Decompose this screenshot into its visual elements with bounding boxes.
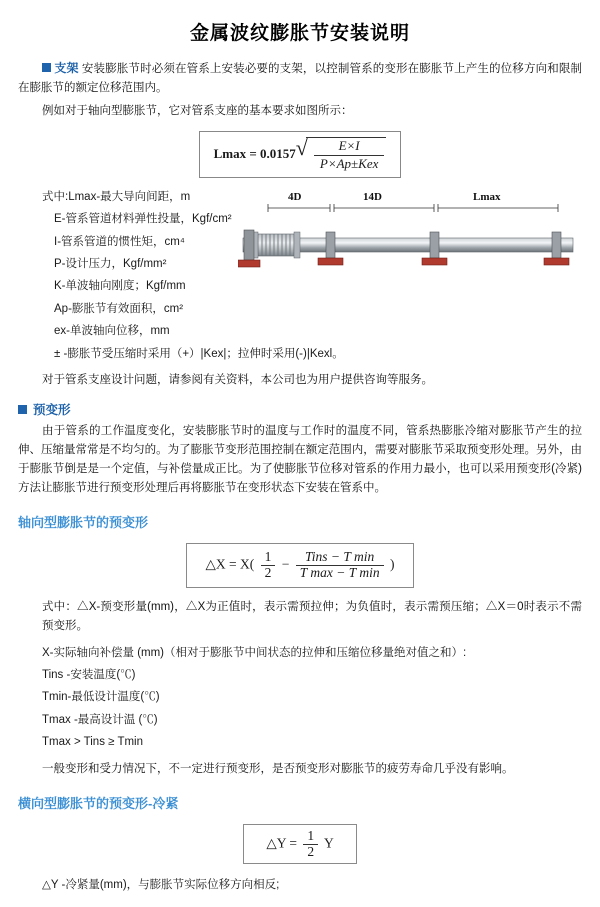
formula-lmax-container bbox=[18, 131, 582, 178]
diagram-label-lmax: Lmax bbox=[473, 191, 501, 203]
transverse-formula-container bbox=[18, 824, 582, 865]
axial-formula-rhs: ) bbox=[390, 556, 395, 572]
predeform-paragraph: 由于管系的工作温度变化，安装膨胀节时的温度与工作时的温度不同，管系热膨胀冷缩对膨胀节产生的拉伸、压缩量常常是不均匀的。为了膨胀节变形范围控制在额定范围内，需要对膨胀节采取预变形处理。另外，由于膨胀节倒是是一个定值，与补偿量成正比。为了使膨胀节位移对管系的作用力最小，也可以采用预变形(冷紧)方法让膨胀节进行预变形处理后再将膨胀节在变形状态下安装在管系中。 bbox=[18, 425, 582, 495]
transverse-formula-rhs: Y bbox=[323, 835, 334, 851]
definition-item: ± -膨胀节受压缩时采用（+）|Kex|；拉伸时采用(-)|Kexl。 bbox=[54, 347, 344, 360]
transverse-formula-half: $\frac{1}{2}$ bbox=[303, 829, 318, 860]
axial-term: Tmax > Tins ≥ Tmin bbox=[42, 736, 143, 749]
axial-term: Tins -安装温度(℃) bbox=[42, 669, 136, 682]
diagram-label-4d: 4D bbox=[288, 191, 302, 203]
diagram-label-14d: 14D bbox=[363, 191, 382, 203]
definition-item: 式中:Lmax-最大导向间距，m bbox=[42, 190, 191, 203]
axial-term: Tmax -最高设计温 (℃) bbox=[42, 713, 158, 726]
radical-icon: √ bbox=[295, 134, 308, 160]
pipe-support-diagram bbox=[238, 186, 578, 296]
axial-formula-explanation: 式中：△X-预变形量(mm)，△X为正值时，表示需预拉伸；为负值时，表示需预压缩；△X＝0时表示不需预变形。 bbox=[42, 600, 582, 632]
formula-lmax-sqrt bbox=[295, 134, 387, 172]
bracket-section-paragraph-1 bbox=[18, 59, 582, 98]
definition-item: P-设计压力，Kgf/mm² bbox=[54, 258, 167, 271]
predeform-heading bbox=[18, 400, 582, 418]
formula-lmax-label: Lmax = 0.0157 bbox=[213, 146, 296, 162]
formula-lmax-denominator: P×Ap±Kex bbox=[314, 155, 385, 172]
definition-item: Ap-膨胀节有效面积，cm² bbox=[54, 302, 184, 315]
axial-term: Tmin-最低设计温度(℃) bbox=[42, 691, 160, 704]
axial-formula-lhs: △X = X( bbox=[205, 556, 255, 572]
bracket-closing-note: 对于管系支座设计问题，请参阅有关资料，本公司也为用户提供咨询等服务。 bbox=[42, 374, 433, 387]
blue-square-bullet-icon bbox=[18, 405, 27, 414]
definition-item: K-单波轴向刚度；Kgf/mm bbox=[54, 280, 186, 293]
page-title: 金属波纹膨胀节安装说明 bbox=[189, 23, 410, 44]
formula-lmax-numerator: E×I bbox=[338, 137, 360, 153]
definition-item: E-管系管道材料弹性投量，Kgf/cm² bbox=[54, 213, 232, 226]
blue-square-bullet-icon bbox=[42, 63, 51, 72]
transverse-predeform-heading: 横向型膨胀节的预变形-冷紧 bbox=[18, 795, 179, 811]
axial-term: X-实际轴向补偿量 (mm)（相对于膨胀节中间状态的拉伸和压缩位移量绝对值之和）: bbox=[42, 646, 467, 659]
axial-formula-half: $\frac{1}{2}$ bbox=[261, 550, 276, 581]
transverse-explanation: △Y -冷紧量(mm)，与膨胀节实际位移方向相反; bbox=[42, 879, 280, 892]
pipe-support-diagram-svg bbox=[238, 186, 578, 296]
transverse-formula-lhs: △Y = bbox=[266, 835, 297, 851]
transverse-formula bbox=[243, 824, 356, 865]
definition-item: ex-单波轴向位移，mm bbox=[54, 325, 170, 338]
axial-formula-temp-fraction: $\frac{\text{Tins − T min}}{\text{T max − T min}}$ bbox=[296, 550, 384, 581]
bracket-paragraph-2: 例如对于轴向型膨胀节，它对管系支座的基本要求如图所示： bbox=[42, 104, 353, 117]
bracket-paragraph-1-text: 安装膨胀节时必须在管系上安装必要的支架，以控制管系的变形在膨胀节上产生的位移方向和限制在膨胀节的额定位移范围内。 bbox=[18, 63, 582, 94]
axial-formula-minus: − bbox=[281, 556, 290, 572]
definition-item: I-管系管道的惯性矩，cm⁴ bbox=[54, 235, 185, 248]
predeform-heading-label: 预变形 bbox=[33, 403, 71, 418]
axial-note: 一般变形和受力情况下，不一定进行预变形，是否预变形对膨胀节的疲劳寿命几乎没有影响。 bbox=[42, 762, 514, 775]
formula-lmax bbox=[199, 131, 402, 178]
axial-formula-container bbox=[18, 543, 582, 588]
axial-formula bbox=[186, 543, 413, 588]
axial-predeform-heading: 轴向型膨胀节的预变形 bbox=[18, 515, 149, 530]
bracket-heading: 支架 bbox=[54, 61, 79, 75]
